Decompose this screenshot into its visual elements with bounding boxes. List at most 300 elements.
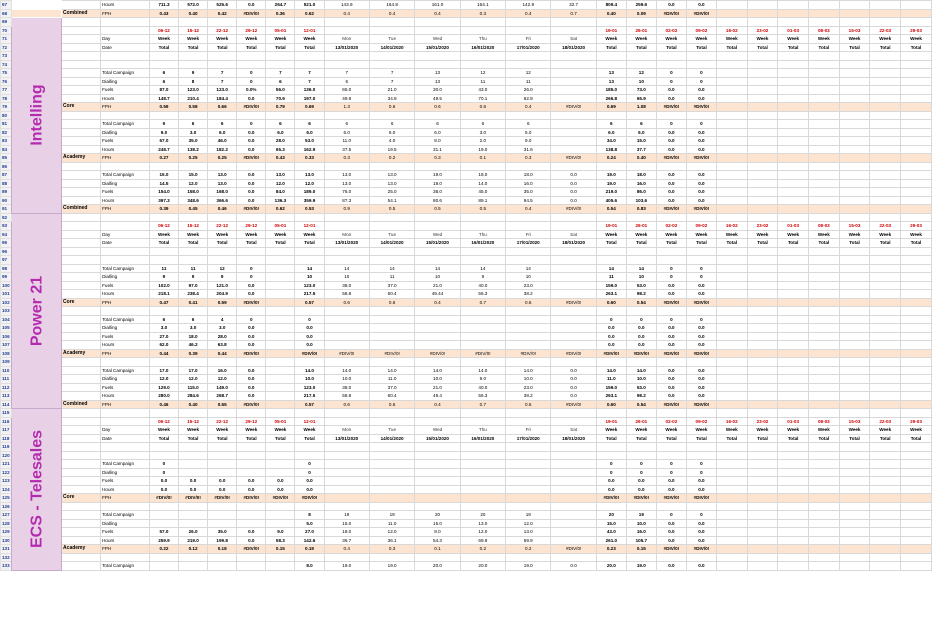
cell[interactable] bbox=[686, 443, 716, 452]
value-cell[interactable] bbox=[324, 468, 369, 477]
cell[interactable] bbox=[747, 349, 778, 358]
value-cell[interactable]: 13.0 bbox=[295, 171, 324, 180]
value-cell[interactable]: 0.0 bbox=[237, 145, 266, 154]
cell[interactable] bbox=[809, 443, 840, 452]
value-cell[interactable]: 19 bbox=[626, 511, 656, 520]
value-cell[interactable]: #DIV/0! bbox=[656, 349, 686, 358]
value-cell[interactable]: 0.0 bbox=[149, 485, 178, 494]
value-cell[interactable]: 69.9 bbox=[460, 536, 505, 545]
cell[interactable] bbox=[716, 536, 747, 545]
cell[interactable] bbox=[266, 553, 295, 562]
value-cell[interactable] bbox=[266, 332, 295, 341]
cell[interactable] bbox=[747, 553, 778, 562]
value-cell[interactable]: 20 bbox=[415, 511, 460, 520]
cell[interactable] bbox=[62, 60, 101, 69]
cell[interactable] bbox=[901, 60, 932, 69]
total-header[interactable]: Total bbox=[870, 434, 901, 443]
week-header[interactable]: Week bbox=[179, 426, 208, 435]
value-cell[interactable]: 0.62 bbox=[295, 9, 324, 18]
value-cell[interactable] bbox=[208, 562, 237, 571]
cell[interactable] bbox=[747, 103, 778, 112]
row-number[interactable]: 99 bbox=[1, 273, 12, 282]
value-cell[interactable]: 9 bbox=[179, 273, 208, 282]
value-cell[interactable] bbox=[551, 128, 596, 137]
cell[interactable] bbox=[179, 409, 208, 418]
value-cell[interactable]: #DIV/0! bbox=[208, 494, 237, 503]
value-cell[interactable]: 94.5 bbox=[506, 196, 551, 205]
value-cell[interactable] bbox=[266, 383, 295, 392]
value-cell[interactable]: #DIV/0! bbox=[551, 400, 596, 409]
cell[interactable] bbox=[295, 247, 324, 256]
value-cell[interactable]: #DIV/0! bbox=[656, 103, 686, 112]
group-label[interactable]: Academy bbox=[62, 154, 101, 163]
group-label[interactable]: Core bbox=[62, 298, 101, 307]
value-cell[interactable]: 6 bbox=[149, 69, 178, 78]
row-number[interactable]: 113 bbox=[1, 392, 12, 401]
week-header[interactable]: Week bbox=[870, 426, 901, 435]
cell[interactable] bbox=[747, 519, 778, 528]
value-cell[interactable]: 0.0 bbox=[551, 375, 596, 384]
cell[interactable] bbox=[839, 196, 870, 205]
cell[interactable] bbox=[415, 162, 460, 171]
cell[interactable] bbox=[266, 52, 295, 61]
value-cell[interactable]: 0.3 bbox=[506, 154, 551, 163]
row-number[interactable]: 75 bbox=[1, 69, 12, 78]
cell[interactable] bbox=[778, 349, 809, 358]
value-cell[interactable]: 56.3 bbox=[460, 392, 505, 401]
value-cell[interactable] bbox=[324, 460, 369, 469]
row-number[interactable]: 100 bbox=[2, 282, 10, 288]
cell[interactable] bbox=[870, 137, 901, 146]
value-cell[interactable]: 70.9 bbox=[266, 94, 295, 103]
day-date[interactable]: 14/01/2020 bbox=[369, 43, 414, 52]
cell[interactable] bbox=[415, 60, 460, 69]
cell[interactable] bbox=[62, 86, 101, 95]
cell[interactable] bbox=[506, 307, 551, 316]
total-header[interactable]: Total bbox=[716, 239, 747, 248]
cell[interactable] bbox=[839, 145, 870, 154]
metric-label[interactable]: Dialling bbox=[101, 273, 150, 282]
week-header[interactable]: Week bbox=[295, 230, 324, 239]
cell[interactable] bbox=[62, 307, 101, 316]
cell[interactable] bbox=[101, 409, 150, 418]
metric-label[interactable]: Hours bbox=[101, 392, 150, 401]
value-cell[interactable]: 0.0 bbox=[551, 188, 596, 197]
cell[interactable] bbox=[62, 43, 101, 52]
cell[interactable] bbox=[460, 502, 505, 511]
value-cell[interactable]: 0.0 bbox=[626, 324, 656, 333]
value-cell[interactable]: 35.0 bbox=[208, 528, 237, 537]
cell[interactable] bbox=[237, 213, 266, 222]
metric-label[interactable]: Total Campaign bbox=[101, 120, 150, 129]
value-cell[interactable] bbox=[460, 468, 505, 477]
cell[interactable] bbox=[62, 332, 101, 341]
value-cell[interactable]: 0 bbox=[237, 120, 266, 129]
cell[interactable] bbox=[149, 18, 178, 27]
value-cell[interactable]: 7 bbox=[295, 69, 324, 78]
cell[interactable] bbox=[809, 536, 840, 545]
value-cell[interactable] bbox=[506, 494, 551, 503]
cell[interactable] bbox=[901, 400, 932, 409]
day-name[interactable]: Mon bbox=[324, 426, 369, 435]
value-cell[interactable]: 0.3 bbox=[460, 9, 505, 18]
cell[interactable] bbox=[62, 94, 101, 103]
cell[interactable] bbox=[716, 171, 747, 180]
value-cell[interactable]: 43.0 bbox=[460, 86, 505, 95]
cell[interactable] bbox=[870, 86, 901, 95]
cell[interactable] bbox=[839, 307, 870, 316]
cell[interactable] bbox=[870, 196, 901, 205]
value-cell[interactable] bbox=[324, 324, 369, 333]
value-cell[interactable]: 0.0 bbox=[149, 477, 178, 486]
cell[interactable] bbox=[415, 417, 460, 426]
cell[interactable] bbox=[839, 205, 870, 214]
row-number[interactable]: 74 bbox=[1, 60, 12, 69]
cell[interactable] bbox=[62, 536, 101, 545]
week-date[interactable]: 06-12 bbox=[149, 417, 178, 426]
week-header[interactable]: Week bbox=[149, 35, 178, 44]
cell[interactable] bbox=[179, 256, 208, 265]
cell[interactable] bbox=[778, 494, 809, 503]
value-cell[interactable]: 0.0 bbox=[626, 341, 656, 350]
cell[interactable] bbox=[626, 358, 656, 367]
value-cell[interactable]: 19.0 bbox=[369, 562, 414, 571]
value-cell[interactable] bbox=[266, 290, 295, 299]
cell[interactable] bbox=[901, 179, 932, 188]
value-cell[interactable]: 34.9 bbox=[369, 94, 414, 103]
week-header[interactable]: Week bbox=[149, 426, 178, 435]
value-cell[interactable]: 10 bbox=[626, 273, 656, 282]
cell[interactable] bbox=[747, 375, 778, 384]
value-cell[interactable]: 0.60 bbox=[596, 400, 626, 409]
cell[interactable] bbox=[870, 162, 901, 171]
cell[interactable] bbox=[101, 222, 150, 231]
value-cell[interactable]: 0.0 bbox=[656, 145, 686, 154]
cell[interactable] bbox=[839, 349, 870, 358]
week-header[interactable]: Week bbox=[266, 426, 295, 435]
value-cell[interactable]: 0.0 bbox=[596, 477, 626, 486]
value-cell[interactable]: 217.5 bbox=[295, 290, 324, 299]
value-cell[interactable]: 0.60 bbox=[596, 298, 626, 307]
total-header[interactable]: Total bbox=[149, 43, 178, 52]
week-date[interactable]: 02-02 bbox=[656, 222, 686, 231]
cell[interactable] bbox=[870, 188, 901, 197]
cell[interactable] bbox=[324, 18, 369, 27]
cell[interactable] bbox=[62, 35, 101, 44]
cell[interactable] bbox=[778, 451, 809, 460]
value-cell[interactable]: 0.33 bbox=[295, 154, 324, 163]
value-cell[interactable]: 0.4 bbox=[415, 400, 460, 409]
cell[interactable] bbox=[778, 315, 809, 324]
cell[interactable] bbox=[506, 162, 551, 171]
cell[interactable] bbox=[839, 332, 870, 341]
value-cell[interactable]: 13.0 bbox=[460, 519, 505, 528]
row-number[interactable]: 92 bbox=[1, 213, 12, 222]
cell[interactable] bbox=[809, 264, 840, 273]
value-cell[interactable] bbox=[415, 332, 460, 341]
row-number[interactable]: 77 bbox=[1, 86, 12, 95]
value-cell[interactable]: 37.5 bbox=[324, 145, 369, 154]
cell[interactable] bbox=[324, 443, 369, 452]
value-cell[interactable]: 0.6 bbox=[324, 298, 369, 307]
cell[interactable] bbox=[747, 145, 778, 154]
cell[interactable] bbox=[369, 307, 414, 316]
value-cell[interactable]: 86.0 bbox=[626, 188, 656, 197]
week-header[interactable]: Week bbox=[266, 230, 295, 239]
value-cell[interactable]: 0.55 bbox=[208, 400, 237, 409]
cell[interactable] bbox=[237, 443, 266, 452]
week-header[interactable]: Week bbox=[778, 426, 809, 435]
cell[interactable] bbox=[901, 213, 932, 222]
cell[interactable] bbox=[870, 511, 901, 520]
cell[interactable] bbox=[747, 536, 778, 545]
value-cell[interactable]: 0.0 bbox=[237, 188, 266, 197]
cell[interactable] bbox=[901, 128, 932, 137]
value-cell[interactable]: #DIV/0! bbox=[551, 298, 596, 307]
week-date[interactable]: 23-02 bbox=[747, 222, 778, 231]
value-cell[interactable]: 0.0 bbox=[237, 1, 266, 10]
cell[interactable] bbox=[901, 281, 932, 290]
value-cell[interactable]: 0 bbox=[686, 315, 716, 324]
cell[interactable] bbox=[62, 290, 101, 299]
week-date[interactable]: 23-02 bbox=[747, 26, 778, 35]
cell[interactable] bbox=[551, 417, 596, 426]
cell[interactable] bbox=[839, 77, 870, 86]
cell[interactable] bbox=[778, 307, 809, 316]
value-cell[interactable]: 17.0 bbox=[179, 366, 208, 375]
value-cell[interactable]: 58.8 bbox=[324, 392, 369, 401]
cell[interactable] bbox=[62, 256, 101, 265]
week-header[interactable]: Week bbox=[778, 35, 809, 44]
value-cell[interactable]: 17.0 bbox=[149, 366, 178, 375]
value-cell[interactable] bbox=[266, 460, 295, 469]
value-cell[interactable]: 19.0 bbox=[415, 179, 460, 188]
cell[interactable] bbox=[62, 145, 101, 154]
cell[interactable] bbox=[62, 128, 101, 137]
value-cell[interactable]: #DIV/0! bbox=[656, 298, 686, 307]
cell[interactable] bbox=[208, 213, 237, 222]
cell[interactable] bbox=[716, 196, 747, 205]
cell[interactable] bbox=[716, 562, 747, 571]
metric-label[interactable]: Day bbox=[101, 230, 150, 239]
value-cell[interactable]: 11 bbox=[149, 264, 178, 273]
cell[interactable] bbox=[716, 213, 747, 222]
value-cell[interactable]: 6 bbox=[295, 120, 324, 129]
value-cell[interactable] bbox=[179, 460, 208, 469]
cell[interactable] bbox=[778, 69, 809, 78]
day-name[interactable]: Wed bbox=[415, 426, 460, 435]
value-cell[interactable] bbox=[551, 324, 596, 333]
cell[interactable] bbox=[295, 358, 324, 367]
value-cell[interactable]: 13 bbox=[596, 69, 626, 78]
cell[interactable] bbox=[870, 264, 901, 273]
total-header[interactable]: Total bbox=[839, 434, 870, 443]
cell[interactable] bbox=[506, 358, 551, 367]
value-cell[interactable]: 359.9 bbox=[295, 196, 324, 205]
cell[interactable] bbox=[62, 230, 101, 239]
value-cell[interactable]: 0.0 bbox=[656, 332, 686, 341]
value-cell[interactable]: 14 bbox=[626, 264, 656, 273]
value-cell[interactable]: 154.0 bbox=[149, 188, 178, 197]
cell[interactable] bbox=[870, 213, 901, 222]
value-cell[interactable]: 0.39 bbox=[179, 349, 208, 358]
value-cell[interactable]: #DIV/0! bbox=[551, 205, 596, 214]
value-cell[interactable]: 0.7 bbox=[551, 9, 596, 18]
value-cell[interactable] bbox=[551, 120, 596, 129]
cell[interactable] bbox=[62, 477, 101, 486]
value-cell[interactable]: 0 bbox=[596, 460, 626, 469]
value-cell[interactable]: 98.2 bbox=[626, 392, 656, 401]
value-cell[interactable] bbox=[324, 494, 369, 503]
cell[interactable] bbox=[716, 468, 747, 477]
cell[interactable] bbox=[747, 383, 778, 392]
week-date[interactable]: 22-12 bbox=[208, 26, 237, 35]
value-cell[interactable]: 58.3 bbox=[266, 536, 295, 545]
value-cell[interactable] bbox=[237, 519, 266, 528]
value-cell[interactable]: 14.0 bbox=[295, 366, 324, 375]
cell[interactable] bbox=[266, 256, 295, 265]
value-cell[interactable]: 40.0 bbox=[460, 281, 505, 290]
cell[interactable] bbox=[778, 468, 809, 477]
cell[interactable] bbox=[62, 392, 101, 401]
value-cell[interactable]: 0.44 bbox=[208, 349, 237, 358]
cell[interactable] bbox=[809, 256, 840, 265]
value-cell[interactable] bbox=[369, 324, 414, 333]
day-date[interactable]: 13/01/2020 bbox=[324, 239, 369, 248]
cell[interactable] bbox=[101, 213, 150, 222]
value-cell[interactable]: 0.54 bbox=[626, 298, 656, 307]
cell[interactable] bbox=[839, 103, 870, 112]
week-date[interactable]: 08-03 bbox=[809, 417, 840, 426]
cell[interactable] bbox=[716, 383, 747, 392]
value-cell[interactable] bbox=[266, 264, 295, 273]
cell[interactable] bbox=[870, 553, 901, 562]
cell[interactable] bbox=[747, 511, 778, 520]
day-name[interactable]: Tue bbox=[369, 230, 414, 239]
week-date[interactable]: 22-12 bbox=[208, 222, 237, 231]
cell[interactable] bbox=[506, 222, 551, 231]
value-cell[interactable] bbox=[551, 315, 596, 324]
cell[interactable] bbox=[62, 213, 101, 222]
cell[interactable] bbox=[716, 94, 747, 103]
cell[interactable] bbox=[369, 502, 414, 511]
cell[interactable] bbox=[656, 111, 686, 120]
metric-label[interactable]: Hours bbox=[101, 290, 150, 299]
cell[interactable] bbox=[324, 222, 369, 231]
value-cell[interactable]: 263.1 bbox=[596, 290, 626, 299]
cell[interactable] bbox=[716, 188, 747, 197]
value-cell[interactable]: 12.0 bbox=[208, 375, 237, 384]
cell[interactable] bbox=[369, 247, 414, 256]
value-cell[interactable]: 53.0 bbox=[626, 281, 656, 290]
cell[interactable] bbox=[839, 188, 870, 197]
metric-label[interactable]: Total Campaign bbox=[101, 264, 150, 273]
total-header[interactable]: Total bbox=[809, 43, 840, 52]
value-cell[interactable]: 0.0 bbox=[237, 179, 266, 188]
week-header[interactable]: Week bbox=[208, 230, 237, 239]
row-number[interactable]: 71 bbox=[1, 35, 12, 44]
cell[interactable] bbox=[295, 409, 324, 418]
cell[interactable] bbox=[747, 332, 778, 341]
cell[interactable] bbox=[101, 256, 150, 265]
cell[interactable] bbox=[870, 60, 901, 69]
value-cell[interactable]: 0.0 bbox=[551, 196, 596, 205]
cell[interactable] bbox=[656, 502, 686, 511]
cell[interactable] bbox=[208, 553, 237, 562]
cell[interactable] bbox=[237, 553, 266, 562]
value-cell[interactable] bbox=[551, 145, 596, 154]
cell[interactable] bbox=[101, 417, 150, 426]
value-cell[interactable]: 0.6 bbox=[324, 400, 369, 409]
cell[interactable] bbox=[778, 179, 809, 188]
cell[interactable] bbox=[716, 332, 747, 341]
cell[interactable] bbox=[839, 137, 870, 146]
value-cell[interactable]: 15.0 bbox=[415, 519, 460, 528]
cell[interactable] bbox=[901, 349, 932, 358]
value-cell[interactable] bbox=[369, 315, 414, 324]
cell[interactable] bbox=[62, 383, 101, 392]
value-cell[interactable]: 0.0 bbox=[656, 94, 686, 103]
value-cell[interactable]: 0.59 bbox=[208, 298, 237, 307]
value-cell[interactable]: 159.0 bbox=[596, 281, 626, 290]
value-cell[interactable]: #DIV/0! bbox=[324, 349, 369, 358]
cell[interactable] bbox=[179, 213, 208, 222]
day-date[interactable]: 18/01/2020 bbox=[551, 239, 596, 248]
cell[interactable] bbox=[716, 315, 747, 324]
cell[interactable] bbox=[208, 502, 237, 511]
week-header[interactable]: Week bbox=[809, 230, 840, 239]
cell[interactable] bbox=[870, 145, 901, 154]
cell[interactable] bbox=[551, 409, 596, 418]
total-header[interactable]: Total bbox=[778, 434, 809, 443]
total-header[interactable]: Total bbox=[237, 239, 266, 248]
value-cell[interactable]: 9.0 bbox=[266, 528, 295, 537]
value-cell[interactable]: 138.8 bbox=[596, 145, 626, 154]
cell[interactable] bbox=[747, 111, 778, 120]
cell[interactable] bbox=[778, 281, 809, 290]
cell[interactable] bbox=[778, 86, 809, 95]
value-cell[interactable]: 87.3 bbox=[324, 196, 369, 205]
cell[interactable] bbox=[149, 553, 178, 562]
value-cell[interactable]: 57.0 bbox=[149, 528, 178, 537]
value-cell[interactable]: 158.0 bbox=[179, 188, 208, 197]
total-header[interactable]: Total bbox=[809, 239, 840, 248]
cell[interactable] bbox=[369, 111, 414, 120]
value-cell[interactable]: 148.7 bbox=[149, 94, 178, 103]
week-date[interactable]: 19-01 bbox=[596, 417, 626, 426]
cell[interactable] bbox=[716, 349, 747, 358]
cell[interactable] bbox=[149, 502, 178, 511]
value-cell[interactable]: 164.8 bbox=[369, 1, 414, 10]
cell[interactable] bbox=[778, 392, 809, 401]
value-cell[interactable]: 0.0 bbox=[656, 171, 686, 180]
week-header[interactable]: Week bbox=[839, 230, 870, 239]
value-cell[interactable]: #DIV/0! bbox=[506, 349, 551, 358]
value-cell[interactable]: 0.2 bbox=[369, 154, 414, 163]
cell[interactable] bbox=[778, 341, 809, 350]
value-cell[interactable] bbox=[266, 315, 295, 324]
value-cell[interactable]: 20.0 bbox=[596, 562, 626, 571]
value-cell[interactable]: 204.9 bbox=[208, 290, 237, 299]
cell[interactable] bbox=[839, 392, 870, 401]
value-cell[interactable] bbox=[266, 298, 295, 307]
value-cell[interactable] bbox=[551, 519, 596, 528]
value-cell[interactable]: 45.0 bbox=[460, 188, 505, 197]
value-cell[interactable]: 0 bbox=[149, 460, 178, 469]
value-cell[interactable]: 0.0 bbox=[266, 485, 295, 494]
value-cell[interactable]: 0.59 bbox=[149, 103, 178, 112]
value-cell[interactable]: 0.7 bbox=[460, 400, 505, 409]
